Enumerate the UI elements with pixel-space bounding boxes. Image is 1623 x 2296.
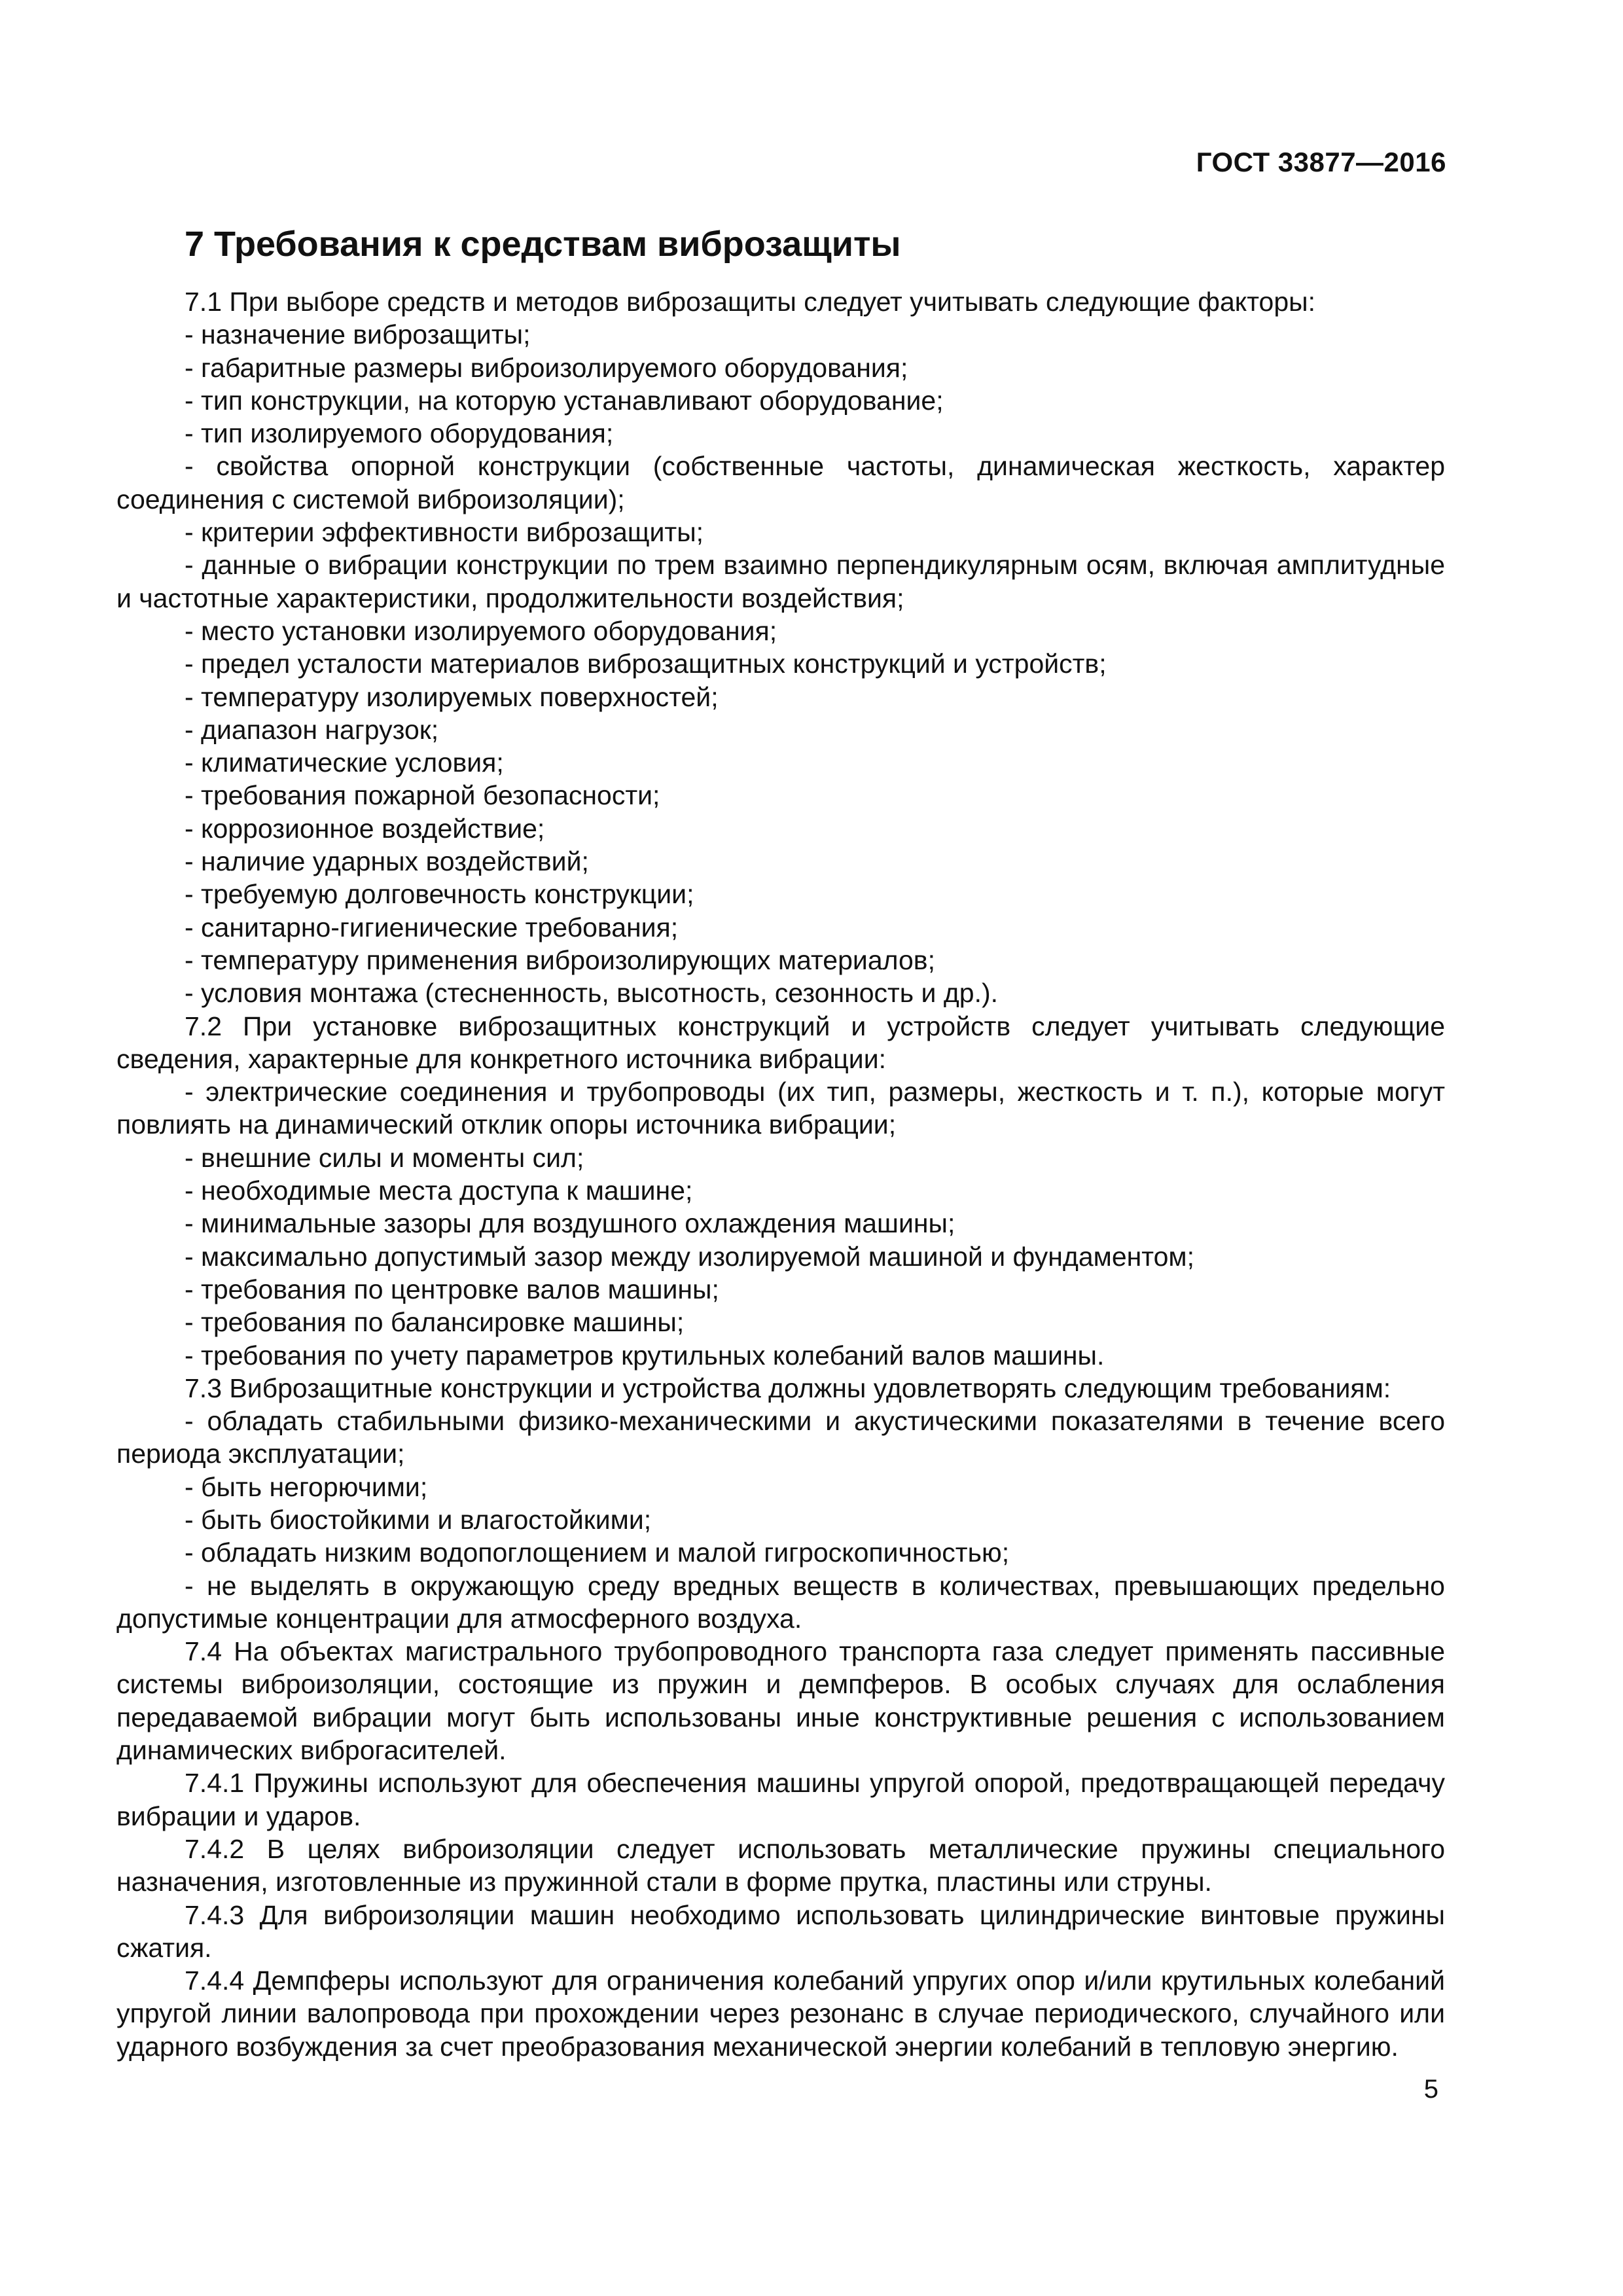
paragraph: 7.3 Виброзащитные конструкции и устройства должны удовлетворять следующим требованиям: <box>185 1372 1391 1403</box>
paragraph: - данные о вибрации конструкции по трем взаимно перпендикулярным осям, включая амплитудные и частотные характеристики, продолжительности воздействия; <box>116 550 1445 613</box>
paragraph: 7.4.4 Демпферы используют для ограничения колебаний упругих опор и/или крутильных колебаний упругой линии валопровода при прохождении через резонанс в случае периодического, случайного или ударного возбуждения за счет преобразования механической энергии колебаний в тепловую энергию. <box>116 1965 1445 2062</box>
paragraph: - электрические соединения и трубопроводы (их тип, размеры, жесткость и т. п.), которые могут повлиять на динамический отклик опоры источника вибрации; <box>116 1077 1445 1140</box>
paragraph: - внешние силы и моменты сил; <box>185 1142 584 1173</box>
paragraph: - условия монтажа (стесненность, высотность, сезонность и др.). <box>185 978 999 1009</box>
paragraph: - требования по учету параметров крутильных колебаний валов машины. <box>185 1340 1105 1371</box>
paragraph: - обладать низким водопоглощением и малой гигроскопичностью; <box>185 1537 1010 1568</box>
paragraph: - требования по балансировке машины; <box>185 1307 685 1338</box>
paragraph: - быть негорючими; <box>185 1471 428 1502</box>
paragraph: 7.4.1 Пружины используют для обеспечения машины упругой опорой, предотвращающей передачу вибрации и ударов. <box>116 1768 1445 1831</box>
paragraph: - требования по центровке валов машины; <box>185 1274 719 1304</box>
section-title: 7 Требования к средствам виброзащиты <box>185 224 901 264</box>
paragraph: - критерии эффективности виброзащиты; <box>185 517 704 548</box>
section-body <box>116 285 1445 2063</box>
paragraph: 7.1 При выборе средств и методов виброзащиты следует учитывать следующие факторы: <box>185 287 1315 317</box>
paragraph: - минимальные зазоры для воздушного охлаждения машины; <box>185 1208 955 1239</box>
paragraph: - температуру изолируемых поверхностей; <box>185 681 719 712</box>
paragraph: - тип изолируемого оборудования; <box>185 418 614 449</box>
paragraph: - место установки изолируемого оборудования; <box>185 615 777 646</box>
paragraph: - коррозионное воздействие; <box>185 813 545 844</box>
paragraph: - габаритные размеры виброизолируемого оборудования; <box>185 352 908 383</box>
paragraph: - свойства опорной конструкции (собственные частоты, динамическая жесткость, характер соединения с системой виброизоляции); <box>116 451 1445 514</box>
paragraph: - требования пожарной безопасности; <box>185 780 660 811</box>
paragraph: - климатические условия; <box>185 747 504 778</box>
paragraph: - быть биостойкими и влагостойкими; <box>185 1504 652 1535</box>
paragraph: - диапазон нагрузок; <box>185 714 439 745</box>
paragraph: 7.4 На объектах магистрального трубопроводного транспорта газа следует применять пассивные системы виброизоляции, состоящие из пружин и демпферов. В особых случаях для ослабления передаваемой вибрации могут быть использованы иные конструктивные решения с использованием динамических виброгасителей. <box>116 1636 1445 1766</box>
paragraph: - предел усталости материалов виброзащитных конструкций и устройств; <box>185 649 1107 679</box>
paragraph: 7.2 При установке виброзащитных конструкций и устройств следует учитывать следующие сведения, характерные для конкретного источника вибрации: <box>116 1011 1445 1074</box>
paragraph: - санитарно-гигиенические требования; <box>185 912 679 942</box>
paragraph: 7.4.2 В целях виброизоляции следует использовать металлические пружины специального назначения, изготовленные из пружинной стали в форме прутка, пластины или струны. <box>116 1833 1445 1897</box>
paragraph: - тип конструкции, на которую устанавливают оборудование; <box>185 385 944 416</box>
paragraph: - назначение виброзащиты; <box>185 319 531 350</box>
paragraph: 7.4.3 Для виброизоляции машин необходимо использовать цилиндрические винтовые пружины сжатия. <box>116 1899 1445 1963</box>
paragraph: - необходимые места доступа к машине; <box>185 1175 693 1206</box>
paragraph: - максимально допустимый зазор между изолируемой машиной и фундаментом; <box>185 1241 1195 1272</box>
paragraph: - требуемую долговечность конструкции; <box>185 879 694 910</box>
paragraph: - не выделять в окружающую среду вредных веществ в количествах, превышающих предельно допустимые концентрации для атмосферного воздуха. <box>116 1570 1445 1634</box>
paragraph: - наличие ударных воздействий; <box>185 846 589 877</box>
paragraph: - температуру применения виброизолирующих материалов; <box>185 944 935 975</box>
page-number: 5 <box>1423 2075 1438 2104</box>
paragraph: - обладать стабильными физико-механическими и акустическими показателями в течение всего периода эксплуатации; <box>116 1406 1445 1469</box>
document-code: ГОСТ 33877—2016 <box>1196 147 1446 177</box>
